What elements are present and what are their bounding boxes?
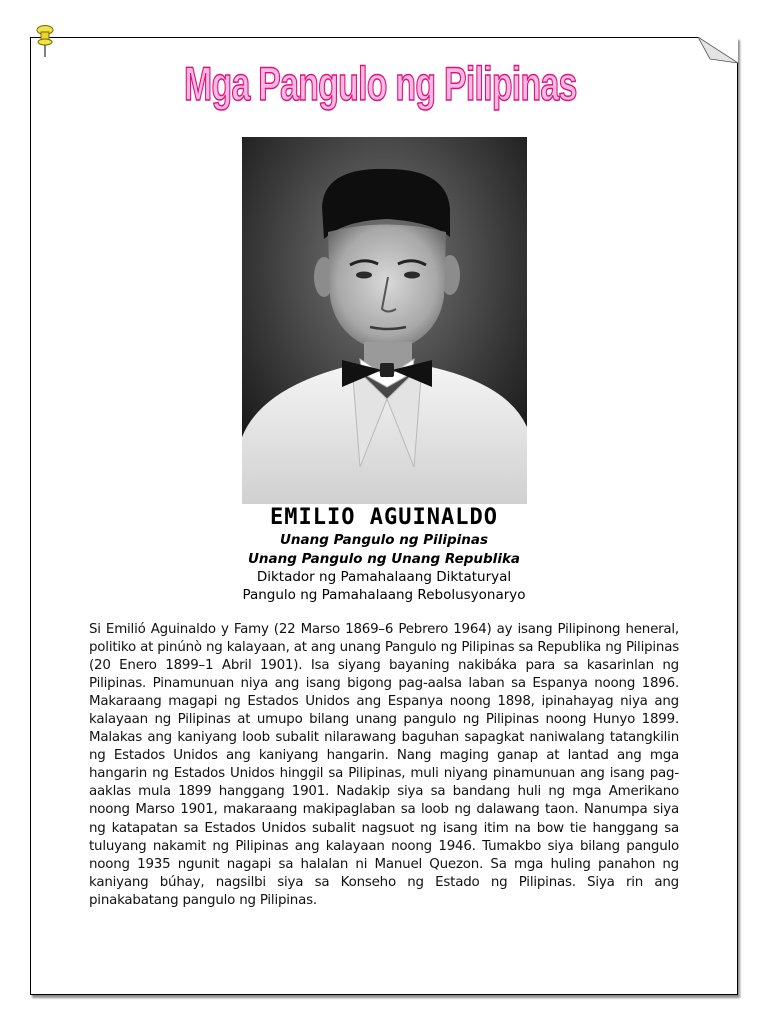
biography-paragraph: Si Emilió Aguinaldo y Famy (22 Marso 1869–6 Pebrero 1964) ay isang Pilipinong heneral, politiko at pinúnò ng kalayaan, at ang unang Pangulo ng Pilipinas sa Republika ng Pilipinas (20 Enero 1899–1 Abril 1901). Isa siyang bayaning nakibáka para sa kasarinlan ng Pilipinas. Pinamunuan niya ang isang bigong pag-aalsa laban sa Espanya noong 1896. Makaraang magapi ng Estados Unidos ang Espanya noong 1898, ipinahayag niya ang kalayaan ng Pilipinas at umupo bilang unang pangulo ng Pilipinas noong Hunyo 1899. Malakas ang kaniyang loob subalit nilarawang baguhan sapagkat naniwalang tatangkilin ng Estados Unidos ang kaniyang hangarin. Nang maging ganap at lantad ang mga hangarin ng Estados Unidos hinggil sa Pilipinas, muli niyang pinamunuan ang isang pag-aaklas mula 1899 hanggang 1901. Nadakip siya sa bandang huli ng mga Amerikano noong Marso 1901, makaraang makipaglaban sa loob ng dalawang taon. Nanumpa siya ng katapatan sa Estados Unidos subalit nagsuot ng isang itim na bow tie hanggang sa tuluyang nakamit ng Pilipinas ang kalayaan noong 1946. Tumakbo siya bilang pangulo noong 1935 ngunit nagapi sa halalan ni Manuel Quezon. Sa mga huling panahon ng kaniyang búhay, nagsilbi siya sa Konseho ng Estado ng Pilipinas. Siya rin ang pinakabatang pangulo ng Pilipinas. bbox=[89, 622, 679, 908]
page-curl-icon bbox=[698, 37, 738, 63]
portrait-illustration bbox=[242, 137, 527, 504]
portrait-photo bbox=[242, 137, 527, 504]
pushpin-icon bbox=[35, 24, 55, 58]
subtitle-revolutionary: Pangulo ng Pamahalaang Rebolusyonaryo bbox=[242, 587, 526, 603]
subtitle-first-president: Unang Pangulo ng Pilipinas bbox=[279, 532, 489, 548]
subtitle-first-republic: Unang Pangulo ng Unang Republika bbox=[247, 551, 521, 567]
president-name: EMILIO AGUINALDO bbox=[270, 505, 498, 530]
page-title: Mga Pangulo ng Pilipinas bbox=[184, 57, 577, 110]
subtitle-dictator: Diktador ng Pamahalaang Diktaturyal bbox=[256, 569, 512, 585]
